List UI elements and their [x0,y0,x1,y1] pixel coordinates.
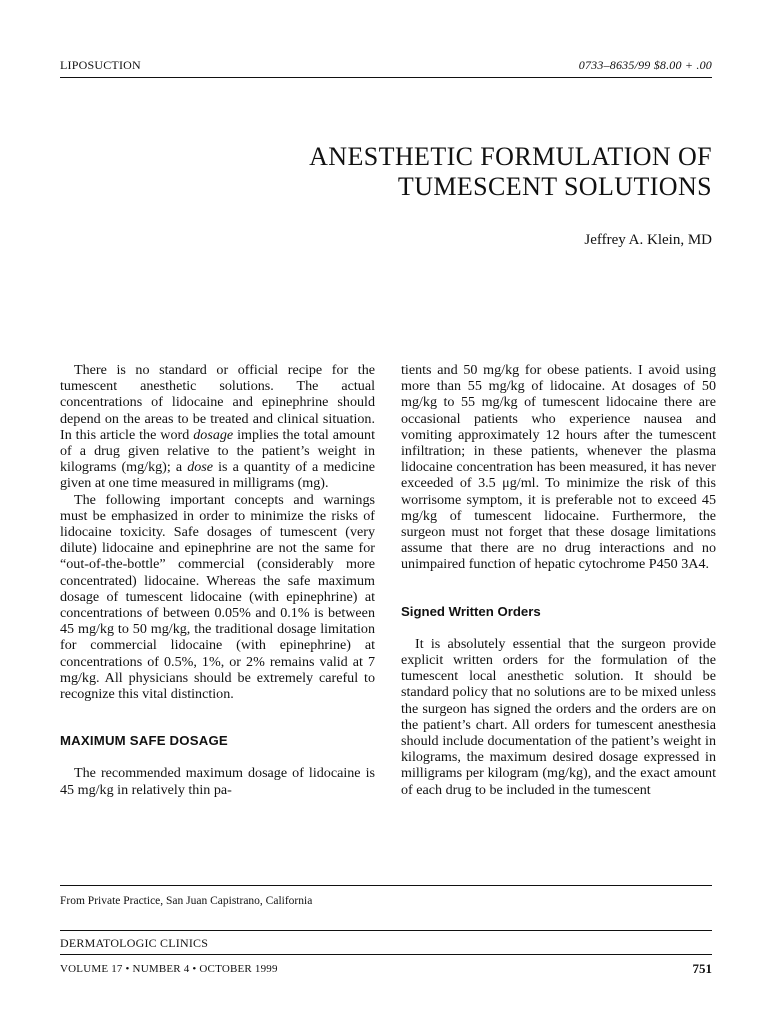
term-dosage: dosage [193,426,234,443]
title-line-2: TUMESCENT SOLUTIONS [397,172,712,201]
section-label: LIPOSUCTION [60,58,141,72]
footnote-rule [60,885,712,886]
paragraph-2: The following important concepts and warnings must be emphasized in order to minimize the risks of lidocaine toxicity. Safe dosages of tumescent (very dilute) lidocaine and epinephrine are not the same for “out-of-the-bottle” commercial (considerably more concentrated) lidocaine. Whereas the safe maximum dosage of tumescent lidocaine (with epinephrine) at concentrations of between 0.05% and 0.1% is between 45 mg/kg to 50 mg/kg, the traditional dosage limitation for commercial lidocaine (with epinephrine) at concentrations of 0.5%, 1%, or 2% remains valid at 7 mg/kg. All physicians should be extremely careful to recognize this vital distinction. [60,491,375,703]
paragraph-4: It is absolutely essential that the surgeon provide explicit written orders for the formulation of the tumescent local anesthetic solution. It should be standard policy that no solutions are to be mixed unless the surgeon has signed the orders and the orders are on the patient’s chart. All orders for tumescent anesthesia should include documentation of the patient’s weight in kilograms, the maximum desired dosage expressed in milligrams per kilogram (mg/kg), and the exact amount of each drug to be included in the tumescent [401,635,716,798]
paragraph-3-continued: tients and 50 mg/kg for obese patients. I avoid using more than 55 mg/kg of lidocaine. At dosages of 50 mg/kg to 55 mg/kg of tumescent lidocaine there are occasional patients who experience nausea and vomiting approximately 12 hours after the tumescent infiltration; in these patients, whenever the plasma lidocaine concentration has been measured, it has never exceeded of 3.5 μg/ml. To minimize the risk of this worrisome symptom, it is preferable not to exceed 45 mg/kg of tumescent lidocaine. Furthermore, the surgeon must not forget that these dosage limitations assume that there are no drug interactions and no unimpaired function of hepatic cytochrome P450 3A4. [401,362,716,573]
running-head [60,58,712,74]
section-heading-signed-written-orders: Signed Written Orders [401,603,541,619]
right-column [401,362,716,798]
journal-rule-top [60,930,712,931]
header-rule [60,77,712,78]
author-name: Jeffrey A. Klein, MD [584,232,712,248]
affiliation-footnote: From Private Practice, San Juan Capistrano, California [60,895,313,907]
page-number: 751 [692,961,712,976]
journal-name: DERMATOLOGIC CLINICS [60,936,209,950]
term-dose: dose [187,459,214,476]
left-column [60,362,375,798]
article-code: 0733–8635/99 $8.00 + .00 [578,58,712,72]
paragraph-1: There is no standard or official recipe for the tumescent anesthetic solutions. The actual concentrations of lidocaine and epinephrine should depend on the areas to be treated and clinical situation. In this article the word dosage implies the total amount of a drug given relative to the patient’s weight in kilograms (mg/kg); a dose is a quantity of a medicine given at one time measured in milligrams (mg). [60,362,376,492]
article-title [192,142,712,202]
paragraph-3: The recommended maximum dosage of lidocaine is 45 mg/kg in relatively thin pa- [60,765,375,798]
issue-info: VOLUME 17 • NUMBER 4 • OCTOBER 1999 [60,963,278,975]
title-line-1: ANESTHETIC FORMULATION OF [309,142,712,171]
section-heading-maximum-safe-dosage: MAXIMUM SAFE DOSAGE [60,733,228,749]
journal-rule-bottom [60,954,712,955]
